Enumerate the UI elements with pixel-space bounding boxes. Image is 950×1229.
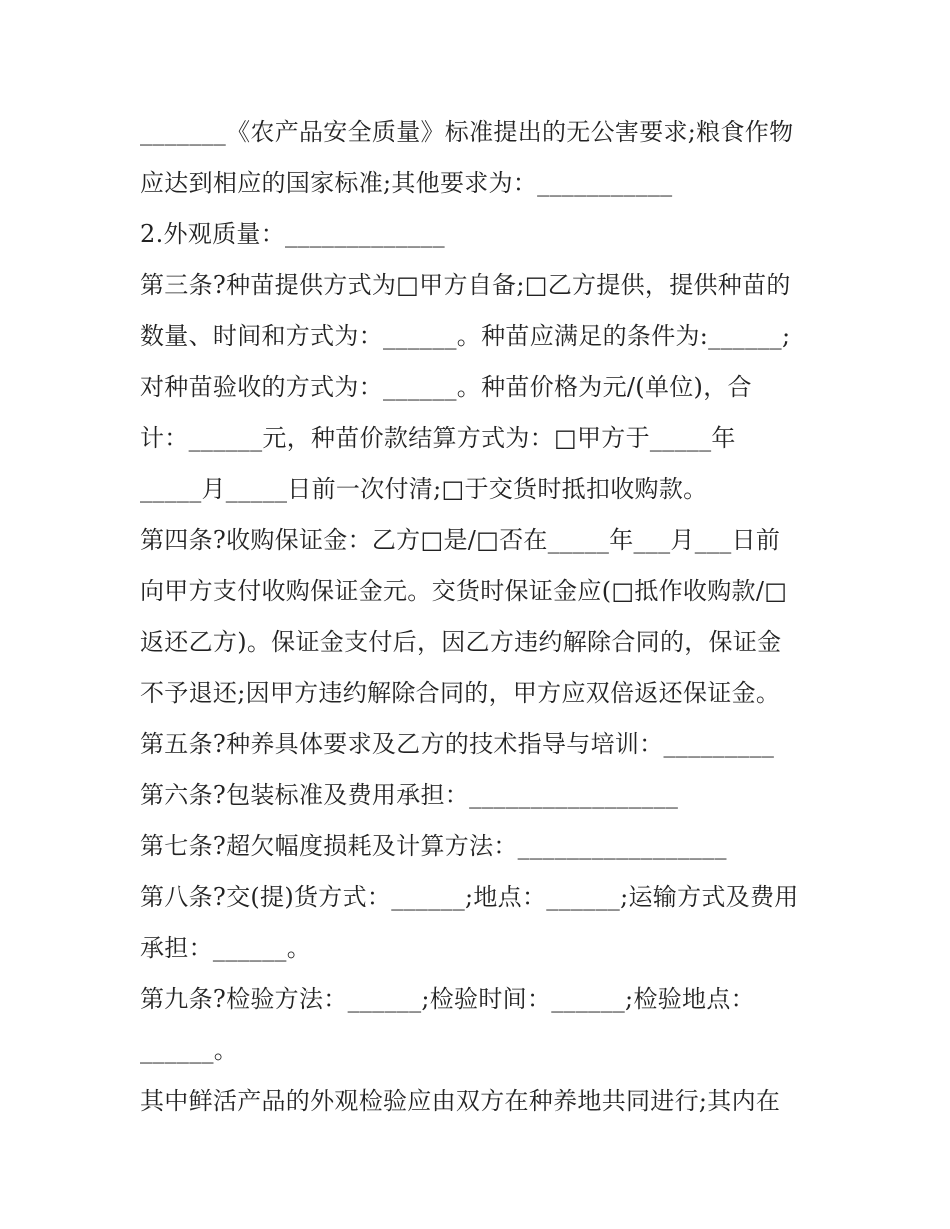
text-line: _____月_____日前一次付清;□于交货时抵扣收购款。 [140,475,708,503]
text-line: 计：______元，种苗价款结算方式为：□甲方于_____年 [140,424,736,452]
document-body [140,107,820,1127]
text-line: 2.外观质量：_____________ [140,220,445,248]
text-line: 其中鲜活产品的外观检验应由双方在种养地共同进行;其内在 [140,1087,781,1115]
text-line: 第四条?收购保证金：乙方□是/□否在_____年___月___日前 [140,526,781,554]
text-line: 第九条?检验方法：______;检验时间：______;检验地点： [140,985,755,1013]
text-line: 返还乙方)。保证金支付后，因乙方违约解除合同的，保证金 [140,628,782,656]
text-line: 向甲方支付收购保证金元。交货时保证金应(□抵作收购款/□ [140,577,788,605]
text-line: 不予退还;因甲方违约解除合同的，甲方应双倍返还保证金。 [140,679,781,707]
text-line: _______《农产品安全质量》标准提出的无公害要求;粮食作物 [140,118,794,146]
text-line: 第六条?包装标准及费用承担：_________________ [140,781,679,809]
text-line: 第八条?交(提)货方式：______;地点：______;运输方式及费用 [140,883,799,911]
text-line: 数量、时间和方式为：______。种苗应满足的条件为:______; [140,322,791,350]
text-line: 承担：______。 [140,934,311,962]
text-line: 应达到相应的国家标准;其他要求为：___________ [140,169,673,197]
text-line: 第三条?种苗提供方式为□甲方自备;□乙方提供，提供种苗的 [140,271,791,299]
text-line: 第七条?超欠幅度损耗及计算方法：_________________ [140,832,727,860]
text-line: 第五条?种养具体要求及乙方的技术指导与培训：_________ [140,730,775,758]
text-line: ______。 [140,1036,239,1064]
text-line: 对种苗验收的方式为：______。种苗价格为元/(单位)，合 [140,373,752,401]
